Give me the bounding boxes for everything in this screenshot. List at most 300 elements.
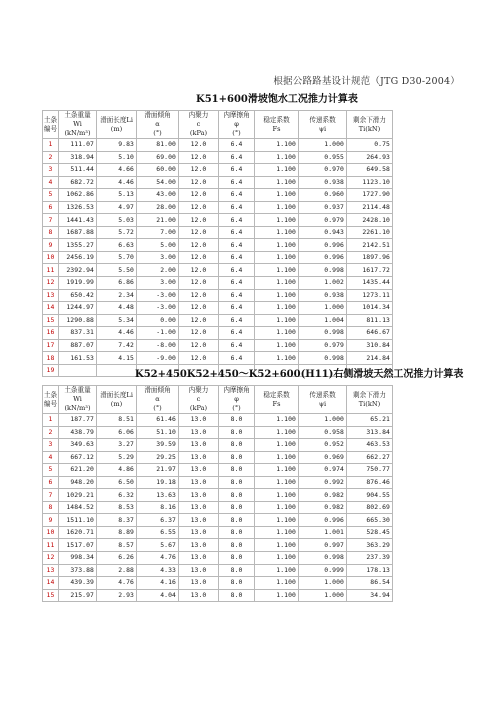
- cell-stability: 1.100: [255, 201, 299, 214]
- col-header-length: 滑面长度Li (m): [97, 386, 137, 414]
- cell-angle: 39.59: [137, 439, 179, 452]
- cell-slice-no: 11: [43, 539, 59, 552]
- cell-friction: 6.4: [219, 264, 255, 277]
- cell-length: 4.46: [97, 176, 137, 189]
- table-row: [43, 464, 393, 477]
- cell-transfer: 1.000: [299, 577, 347, 590]
- cell-weight: 837.31: [59, 327, 97, 340]
- cell-friction: 8.0: [219, 577, 255, 590]
- table2-header-row: [43, 386, 393, 414]
- cell-length: 3.27: [97, 439, 137, 452]
- cell-angle: -9.00: [137, 352, 179, 365]
- cell-friction: 8.0: [219, 414, 255, 427]
- col-header-cohesion: 内聚力 c (kPa): [179, 386, 219, 414]
- col-header-length: 滑面长度Li (m): [97, 111, 137, 139]
- cell-friction: 8.0: [219, 439, 255, 452]
- cell-length: 4.76: [97, 577, 137, 590]
- col-header-residual: 剩余下滑力 Ti(kN): [347, 386, 393, 414]
- cell-angle: 3.00: [137, 251, 179, 264]
- cell-cohesion: 13.0: [179, 564, 219, 577]
- cell-stability: 1.100: [255, 564, 299, 577]
- cell-angle: -3.00: [137, 302, 179, 315]
- cell-slice-no: 2: [43, 151, 59, 164]
- cell-slice-no: 6: [43, 476, 59, 489]
- cell-stability: 1.100: [255, 327, 299, 340]
- cell-stability: 1.100: [255, 189, 299, 202]
- cell-cohesion: 12.0: [179, 214, 219, 227]
- cell-stability: 1.100: [255, 514, 299, 527]
- cell-stability: 1.100: [255, 352, 299, 365]
- cell-cohesion: 12.0: [179, 277, 219, 290]
- cell-friction: 6.4: [219, 189, 255, 202]
- cell-length: 5.10: [97, 151, 137, 164]
- cell-stability: 1.100: [255, 339, 299, 352]
- cell-friction: 6.4: [219, 302, 255, 315]
- cell-transfer: 0.938: [299, 289, 347, 302]
- cell-angle: 51.10: [137, 426, 179, 439]
- cell-stability: 1.100: [255, 302, 299, 315]
- table-row: [43, 526, 393, 539]
- table-row: [43, 289, 393, 302]
- cell-cohesion: 13.0: [179, 451, 219, 464]
- cell-weight: 682.72: [59, 176, 97, 189]
- cell-friction: 8.0: [219, 489, 255, 502]
- cell-slice-no: 3: [43, 164, 59, 177]
- table-row: [43, 164, 393, 177]
- table-row: [43, 589, 393, 602]
- cell-length: 8.37: [97, 514, 137, 527]
- cell-slice-no: 7: [43, 489, 59, 502]
- cell-transfer: 0.998: [299, 264, 347, 277]
- cell-friction: 8.0: [219, 552, 255, 565]
- cell-residual: 1727.90: [347, 189, 393, 202]
- cell-friction: 8.0: [219, 426, 255, 439]
- cell-cohesion: 12.0: [179, 226, 219, 239]
- cell-slice-no: 13: [43, 289, 59, 302]
- cell-transfer: 1.000: [299, 139, 347, 152]
- cell-angle: 43.00: [137, 189, 179, 202]
- table-row: [43, 139, 393, 152]
- cell-angle: 81.00: [137, 139, 179, 152]
- cell-slice-no: 17: [43, 339, 59, 352]
- col-header-angle: 滑面倾角 α (°): [137, 111, 179, 139]
- cell-weight: 187.77: [59, 414, 97, 427]
- cell-cohesion: 12.0: [179, 327, 219, 340]
- cell-residual: 802.69: [347, 501, 393, 514]
- cell-length: 5.13: [97, 189, 137, 202]
- cell-residual: 237.39: [347, 552, 393, 565]
- cell-weight: 2392.94: [59, 264, 97, 277]
- cell-friction: 6.4: [219, 239, 255, 252]
- cell-angle: 54.00: [137, 176, 179, 189]
- cell-angle: 5.67: [137, 539, 179, 552]
- table-row: [43, 514, 393, 527]
- cell-stability: 1.100: [255, 526, 299, 539]
- col-header-weight: 土条重量 Wi (kN/m³): [59, 111, 97, 139]
- table-row: [43, 476, 393, 489]
- cell-residual: 1897.96: [347, 251, 393, 264]
- cell-stability: 1.100: [255, 589, 299, 602]
- cell-residual: 86.54: [347, 577, 393, 590]
- cell-length: 2.88: [97, 564, 137, 577]
- cell-slice-no: 12: [43, 552, 59, 565]
- cell-weight: 621.20: [59, 464, 97, 477]
- cell-transfer: 1.004: [299, 314, 347, 327]
- cell-angle: 7.00: [137, 226, 179, 239]
- cell-cohesion: 13.0: [179, 589, 219, 602]
- cell-friction: 8.0: [219, 451, 255, 464]
- cell-transfer: 1.000: [299, 414, 347, 427]
- cell-residual: 876.46: [347, 476, 393, 489]
- cell-slice-no: 19: [43, 364, 59, 377]
- cell-slice-no: 10: [43, 526, 59, 539]
- cell-friction: 6.4: [219, 289, 255, 302]
- cell-length: 6.06: [97, 426, 137, 439]
- cell-angle: 19.18: [137, 476, 179, 489]
- cell-stability: 1.100: [255, 164, 299, 177]
- cell-length: 2.34: [97, 289, 137, 302]
- cell-angle: 60.00: [137, 164, 179, 177]
- cell-transfer: 0.982: [299, 489, 347, 502]
- cell-length: 4.46: [97, 327, 137, 340]
- cell-residual: 313.84: [347, 426, 393, 439]
- table-row: [43, 539, 393, 552]
- cell-cohesion: 13.0: [179, 552, 219, 565]
- col-header-stability: 稳定系数 Fs: [255, 386, 299, 414]
- cell-transfer: 0.938: [299, 176, 347, 189]
- cell-length: 5.72: [97, 226, 137, 239]
- cell-slice-no: 5: [43, 464, 59, 477]
- cell-residual: 264.93: [347, 151, 393, 164]
- cell-friction: 8.0: [219, 501, 255, 514]
- cell-angle: 8.16: [137, 501, 179, 514]
- cell-slice-no: 16: [43, 327, 59, 340]
- cell-slice-no: 15: [43, 314, 59, 327]
- cell-weight: 373.88: [59, 564, 97, 577]
- cell-weight: 1244.97: [59, 302, 97, 315]
- cell-transfer: 1.001: [299, 526, 347, 539]
- cell-cohesion: 12.0: [179, 139, 219, 152]
- cell-weight: 1919.99: [59, 277, 97, 290]
- col-header-residual: 剩余下滑力 Ti(kN): [347, 111, 393, 139]
- cell-transfer: 0.943: [299, 226, 347, 239]
- cell-residual: 2428.10: [347, 214, 393, 227]
- cell-stability: 1.100: [255, 501, 299, 514]
- cell-length: 4.97: [97, 201, 137, 214]
- table-row: [43, 327, 393, 340]
- cell-residual: 1273.11: [347, 289, 393, 302]
- cell-slice-no: 1: [43, 414, 59, 427]
- cell-residual: 65.21: [347, 414, 393, 427]
- cell-transfer: 1.000: [299, 589, 347, 602]
- table-row: [43, 339, 393, 352]
- cell-weight: 1029.21: [59, 489, 97, 502]
- cell-stability: 1.100: [255, 214, 299, 227]
- cell-transfer: 0.998: [299, 352, 347, 365]
- cell-friction: 6.4: [219, 277, 255, 290]
- cell-cohesion: 12.0: [179, 264, 219, 277]
- cell-transfer: 0.998: [299, 327, 347, 340]
- cell-slice-no: 4: [43, 451, 59, 464]
- cell-cohesion: 13.0: [179, 539, 219, 552]
- cell-cohesion: 13.0: [179, 526, 219, 539]
- cell-weight: 349.63: [59, 439, 97, 452]
- cell-stability: 1.100: [255, 264, 299, 277]
- cell-cohesion: 12.0: [179, 164, 219, 177]
- cell-weight: 1511.10: [59, 514, 97, 527]
- cell-slice-no: 15: [43, 589, 59, 602]
- cell-residual: 646.67: [347, 327, 393, 340]
- cell-residual: 0.75: [347, 139, 393, 152]
- cell-friction: 8.0: [219, 464, 255, 477]
- col-header-slice-no: 土条 编号: [43, 111, 59, 139]
- cell-cohesion: 12.0: [179, 189, 219, 202]
- cell-residual: 2142.51: [347, 239, 393, 252]
- cell-cohesion: 13.0: [179, 426, 219, 439]
- table-row: [43, 189, 393, 202]
- table2-thrust-calc: [42, 385, 393, 602]
- cell-friction: 6.4: [219, 226, 255, 239]
- table-row: [43, 552, 393, 565]
- cell-cohesion: 13.0: [179, 514, 219, 527]
- table-row: [43, 564, 393, 577]
- cell-weight: 511.44: [59, 164, 97, 177]
- cell-cohesion: 13.0: [179, 414, 219, 427]
- table-row: [43, 176, 393, 189]
- table-row: [43, 277, 393, 290]
- cell-stability: 1.100: [255, 439, 299, 452]
- cell-residual: 750.77: [347, 464, 393, 477]
- cell-stability: 1.100: [255, 451, 299, 464]
- cell-weight: 1687.88: [59, 226, 97, 239]
- cell-length: 6.86: [97, 277, 137, 290]
- cell-angle: 2.00: [137, 264, 179, 277]
- cell-length: 6.50: [97, 476, 137, 489]
- cell-friction: 6.4: [219, 176, 255, 189]
- table-row: [43, 201, 393, 214]
- cell-residual: 2261.10: [347, 226, 393, 239]
- cell-cohesion: 12.0: [179, 302, 219, 315]
- cell-slice-no: 11: [43, 264, 59, 277]
- cell-stability: 1.100: [255, 426, 299, 439]
- cell-transfer: 0.974: [299, 464, 347, 477]
- cell-residual: 463.53: [347, 439, 393, 452]
- cell-slice-no: 9: [43, 514, 59, 527]
- code-reference-subtitle: 根据公路路基设计规范（JTG D30-2004）: [273, 76, 460, 87]
- table1-title: K51+600滑坡饱水工况推力计算表: [196, 94, 358, 105]
- cell-weight: 1620.71: [59, 526, 97, 539]
- cell-residual: 214.84: [347, 352, 393, 365]
- cell-friction: 6.4: [219, 251, 255, 264]
- table-row: [43, 439, 393, 452]
- table-row: [43, 251, 393, 264]
- cell-cohesion: 12.0: [179, 251, 219, 264]
- cell-cohesion: 13.0: [179, 464, 219, 477]
- cell-weight: [59, 364, 97, 377]
- cell-slice-no: 7: [43, 214, 59, 227]
- cell-angle: 4.33: [137, 564, 179, 577]
- cell-weight: 215.97: [59, 589, 97, 602]
- cell-friction: 8.0: [219, 526, 255, 539]
- cell-weight: 1484.52: [59, 501, 97, 514]
- cell-length: 6.32: [97, 489, 137, 502]
- cell-length: 6.26: [97, 552, 137, 565]
- cell-transfer: 0.970: [299, 164, 347, 177]
- cell-weight: 667.12: [59, 451, 97, 464]
- cell-stability: 1.100: [255, 139, 299, 152]
- cell-cohesion: 12.0: [179, 239, 219, 252]
- cell-residual: 310.84: [347, 339, 393, 352]
- cell-angle: 13.63: [137, 489, 179, 502]
- cell-cohesion: 12.0: [179, 151, 219, 164]
- cell-stability: 1.100: [255, 476, 299, 489]
- table-row: [43, 451, 393, 464]
- cell-cohesion: 13.0: [179, 476, 219, 489]
- cell-transfer: 0.998: [299, 552, 347, 565]
- cell-friction: 8.0: [219, 514, 255, 527]
- table-row: [43, 352, 393, 365]
- cell-weight: 318.94: [59, 151, 97, 164]
- cell-residual: 1435.44: [347, 277, 393, 290]
- cell-angle: 6.55: [137, 526, 179, 539]
- cell-transfer: 0.999: [299, 564, 347, 577]
- cell-length: [97, 364, 137, 377]
- cell-stability: 1.100: [255, 489, 299, 502]
- col-header-friction: 内摩擦角 φ (°): [219, 386, 255, 414]
- cell-friction: 6.4: [219, 352, 255, 365]
- cell-residual: 528.45: [347, 526, 393, 539]
- cell-slice-no: 8: [43, 501, 59, 514]
- cell-cohesion: 13.0: [179, 439, 219, 452]
- cell-slice-no: 5: [43, 189, 59, 202]
- cell-slice-no: 8: [43, 226, 59, 239]
- cell-stability: 1.100: [255, 314, 299, 327]
- cell-residual: 1617.72: [347, 264, 393, 277]
- cell-angle: 28.00: [137, 201, 179, 214]
- table-row: [43, 264, 393, 277]
- cell-transfer: 0.996: [299, 251, 347, 264]
- cell-cohesion: 13.0: [179, 501, 219, 514]
- cell-length: 2.93: [97, 589, 137, 602]
- cell-friction: 6.4: [219, 339, 255, 352]
- cell-weight: 111.07: [59, 139, 97, 152]
- table-row: [43, 414, 393, 427]
- col-header-slice-no: 土条 编号: [43, 386, 59, 414]
- cell-stability: 1.100: [255, 176, 299, 189]
- cell-transfer: 0.952: [299, 439, 347, 452]
- col-header-angle: 滑面倾角 α (°): [137, 386, 179, 414]
- cell-slice-no: 4: [43, 176, 59, 189]
- cell-weight: 1326.53: [59, 201, 97, 214]
- cell-cohesion: 12.0: [179, 352, 219, 365]
- cell-angle: 4.04: [137, 589, 179, 602]
- cell-angle: 6.37: [137, 514, 179, 527]
- cell-angle: 5.00: [137, 239, 179, 252]
- cell-length: 8.89: [97, 526, 137, 539]
- cell-residual: 1123.10: [347, 176, 393, 189]
- cell-slice-no: 3: [43, 439, 59, 452]
- cell-angle: 61.46: [137, 414, 179, 427]
- cell-transfer: 0.969: [299, 451, 347, 464]
- cell-slice-no: 6: [43, 201, 59, 214]
- cell-slice-no: 12: [43, 277, 59, 290]
- cell-residual: 662.27: [347, 451, 393, 464]
- cell-length: 9.83: [97, 139, 137, 152]
- cell-length: 5.50: [97, 264, 137, 277]
- cell-length: 5.70: [97, 251, 137, 264]
- cell-angle: -1.00: [137, 327, 179, 340]
- cell-angle: 29.25: [137, 451, 179, 464]
- cell-transfer: 1.000: [299, 302, 347, 315]
- cell-length: 4.48: [97, 302, 137, 315]
- cell-weight: 1290.88: [59, 314, 97, 327]
- cell-residual: 34.94: [347, 589, 393, 602]
- cell-slice-no: 13: [43, 564, 59, 577]
- cell-angle: 4.76: [137, 552, 179, 565]
- col-header-stability: 稳定系数 Fs: [255, 111, 299, 139]
- cell-cohesion: 13.0: [179, 489, 219, 502]
- cell-angle: -8.00: [137, 339, 179, 352]
- cell-residual: 1014.34: [347, 302, 393, 315]
- cell-friction: 6.4: [219, 214, 255, 227]
- cell-cohesion: 12.0: [179, 176, 219, 189]
- cell-angle: 21.97: [137, 464, 179, 477]
- table-row: [43, 489, 393, 502]
- cell-angle: -3.00: [137, 289, 179, 302]
- cell-cohesion: 13.0: [179, 577, 219, 590]
- cell-friction: 6.4: [219, 151, 255, 164]
- cell-transfer: 0.937: [299, 201, 347, 214]
- cell-weight: 1355.27: [59, 239, 97, 252]
- cell-slice-no: 14: [43, 302, 59, 315]
- col-header-transfer: 传递系数 ψi: [299, 386, 347, 414]
- cell-stability: 1.100: [255, 414, 299, 427]
- cell-cohesion: 12.0: [179, 289, 219, 302]
- col-header-weight: 土条重量 Wi (kN/m³): [59, 386, 97, 414]
- cell-weight: 948.20: [59, 476, 97, 489]
- cell-transfer: 0.979: [299, 339, 347, 352]
- cell-weight: 438.79: [59, 426, 97, 439]
- cell-stability: 1.100: [255, 289, 299, 302]
- cell-friction: 6.4: [219, 139, 255, 152]
- cell-residual: 363.29: [347, 539, 393, 552]
- cell-stability: 1.100: [255, 464, 299, 477]
- cell-weight: 161.53: [59, 352, 97, 365]
- cell-stability: 1.100: [255, 239, 299, 252]
- cell-length: 5.34: [97, 314, 137, 327]
- cell-length: 8.51: [97, 414, 137, 427]
- cell-stability: 1.100: [255, 251, 299, 264]
- cell-friction: 6.4: [219, 327, 255, 340]
- cell-cohesion: 12.0: [179, 201, 219, 214]
- table-row: [43, 226, 393, 239]
- cell-length: 5.03: [97, 214, 137, 227]
- cell-transfer: 1.002: [299, 277, 347, 290]
- cell-length: 6.63: [97, 239, 137, 252]
- cell-stability: 1.100: [255, 277, 299, 290]
- cell-friction: 6.4: [219, 201, 255, 214]
- cell-length: 4.66: [97, 164, 137, 177]
- cell-angle: 3.00: [137, 277, 179, 290]
- cell-length: 4.15: [97, 352, 137, 365]
- table-row: [43, 577, 393, 590]
- table-row: [43, 314, 393, 327]
- table-row: [43, 239, 393, 252]
- cell-residual: 904.55: [347, 489, 393, 502]
- cell-cohesion: 12.0: [179, 339, 219, 352]
- table-row: [43, 151, 393, 164]
- cell-transfer: 0.992: [299, 476, 347, 489]
